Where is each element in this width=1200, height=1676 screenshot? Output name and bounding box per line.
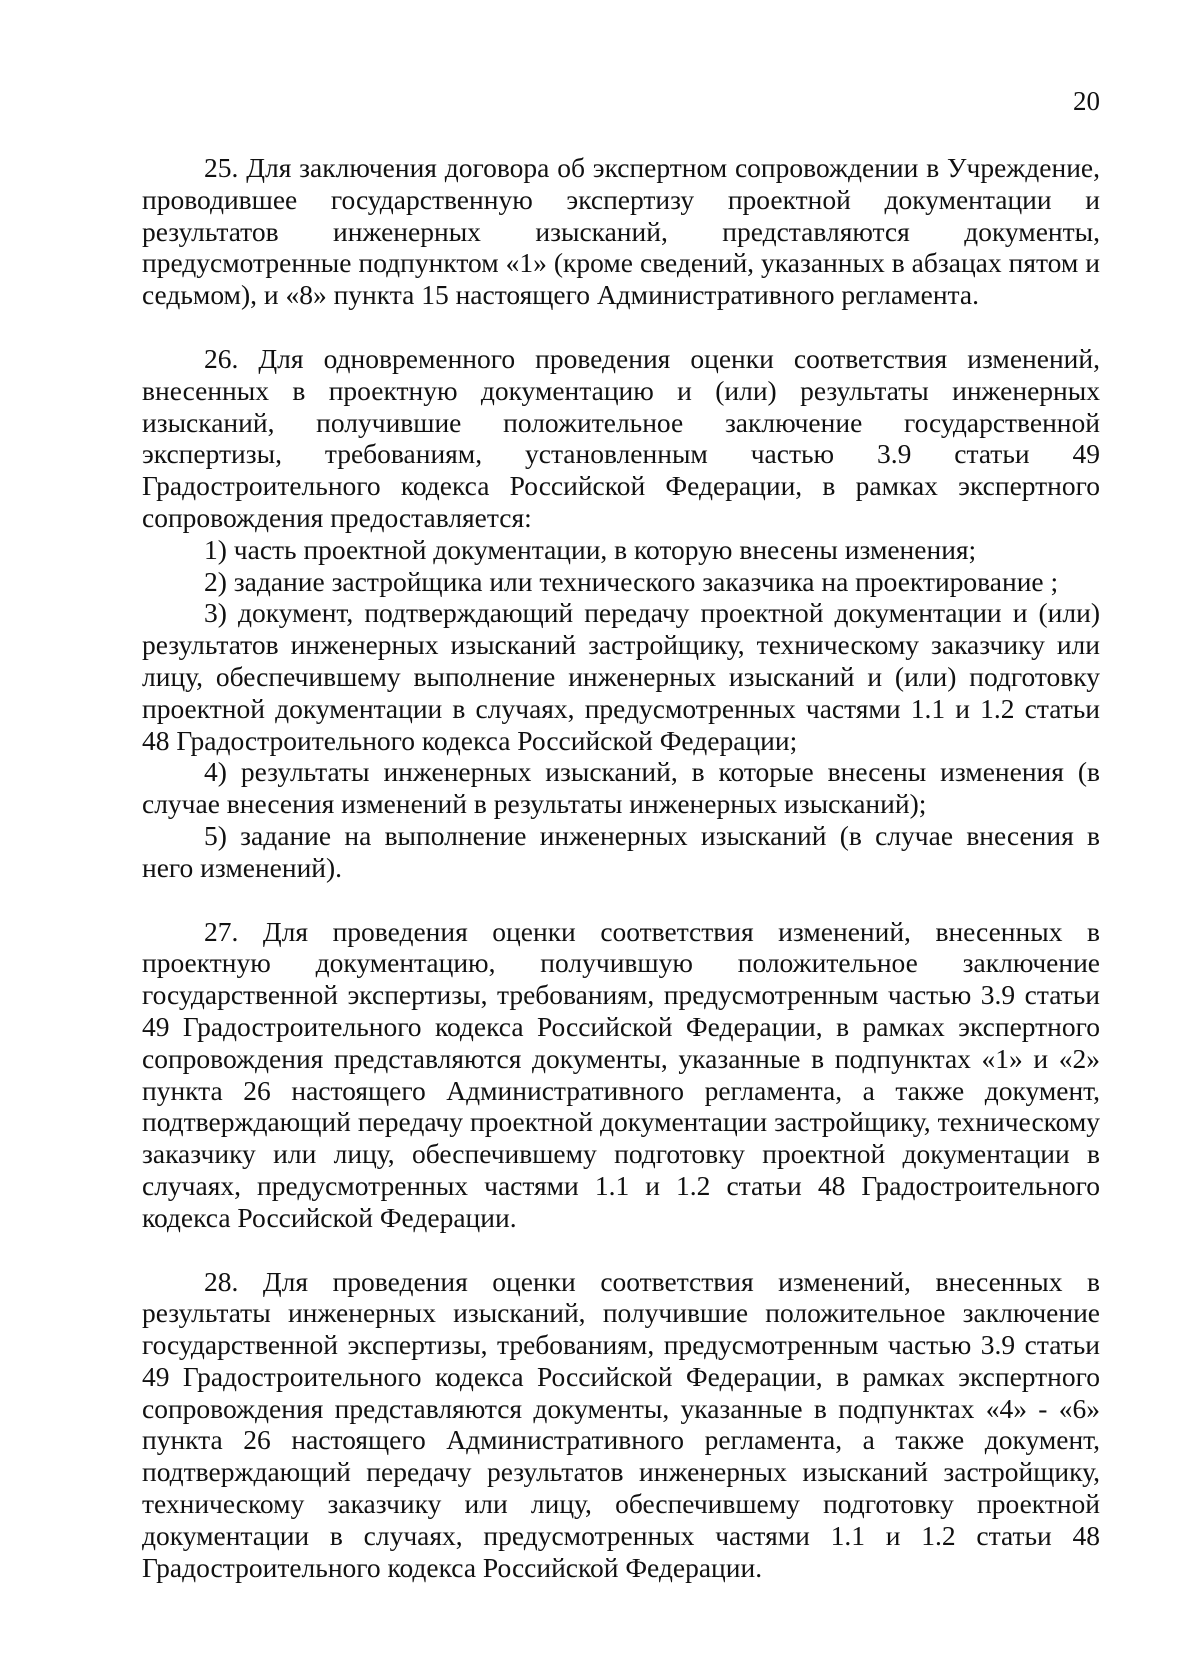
- page-number: 20: [1073, 86, 1100, 116]
- clause-26-item-5: 5) задание на выполнение инженерных изысканий (в случае внесения в него изменений).: [142, 819, 1100, 883]
- clause-25-text: 25. Для заключения договора об экспертном сопровождении в Учреждение, проводившее государственную экспертизу проектной документации и результатов инженерных изысканий, представляются документы, предусмотренные подпунктом «1» (кроме сведений, указанных в абзацах пятом и седьмом), и «8» пункта 15 настоящего Административного регламента.: [142, 152, 1100, 311]
- clause-26-item-3: 3) документ, подтверждающий передачу проектной документации и (или) результатов инженерных изысканий застройщику, техническому заказчику или лицу, обеспечившему выполнение инженерных изысканий и (или) подготовку проектной документации в случаях, предусмотренных частями 1.1 и 1.2 статьи 48 Градостроительного кодекса Российской Федерации;: [142, 597, 1100, 756]
- clause-27-text: 27. Для проведения оценки соответствия изменений, внесенных в проектную документацию, получившую положительное заключение государственной экспертизы, требованиям, предусмотренным частью 3.9 статьи 49 Градостроительного кодекса Российской Федерации, в рамках экспертного сопровождения представляются документы, указанные в подпунктах «1» и «2» пункта 26 настоящего Административного регламента, а также документ, подтверждающий передачу проектной документации застройщику, техническому заказчику или лицу, обеспечившему подготовку проектной документации в случаях, предусмотренных частями 1.1 и 1.2 статьи 48 Градостроительного кодекса Российской Федерации.: [142, 915, 1100, 1233]
- clause-25: [142, 152, 1100, 311]
- clause-26-item-4: 4) результаты инженерных изысканий, в которые внесены изменения (в случае внесения изменений в результаты инженерных изысканий);: [142, 756, 1100, 820]
- clause-28-text: 28. Для проведения оценки соответствия изменений, внесенных в результаты инженерных изысканий, получившие положительное заключение государственной экспертизы, требованиям, предусмотренным частью 3.9 статьи 49 Градостроительного кодекса Российской Федерации, в рамках экспертного сопровождения представляются документы, указанные в подпунктах «4» - «6» пункта 26 настоящего Административного регламента, а также документ, подтверждающий передачу результатов инженерных изысканий застройщику, техническому заказчику или лицу, обеспечившему подготовку проектной документации в случаях, предусмотренных частями 1.1 и 1.2 статьи 48 Градостроительного кодекса Российской Федерации.: [142, 1265, 1100, 1583]
- clause-28: [142, 1266, 1100, 1584]
- clause-26-intro: 26. Для одновременного проведения оценки соответствия изменений, внесенных в проектную документацию и (или) результаты инженерных изысканий, получившие положительное заключение государственной экспертизы, требованиям, установленным частью 3.9 статьи 49 Градостроительного кодекса Российской Федерации, в рамках экспертного сопровождения предоставляется:: [142, 342, 1100, 533]
- clause-26-item-1: 1) часть проектной документации, в которую внесены изменения;: [204, 533, 977, 565]
- clause-26: [142, 343, 1100, 884]
- clause-27: [142, 916, 1100, 1234]
- document-body: [142, 152, 1100, 1583]
- clause-26-item-2: 2) задание застройщика или технического заказчика на проектирование ;: [204, 565, 1059, 597]
